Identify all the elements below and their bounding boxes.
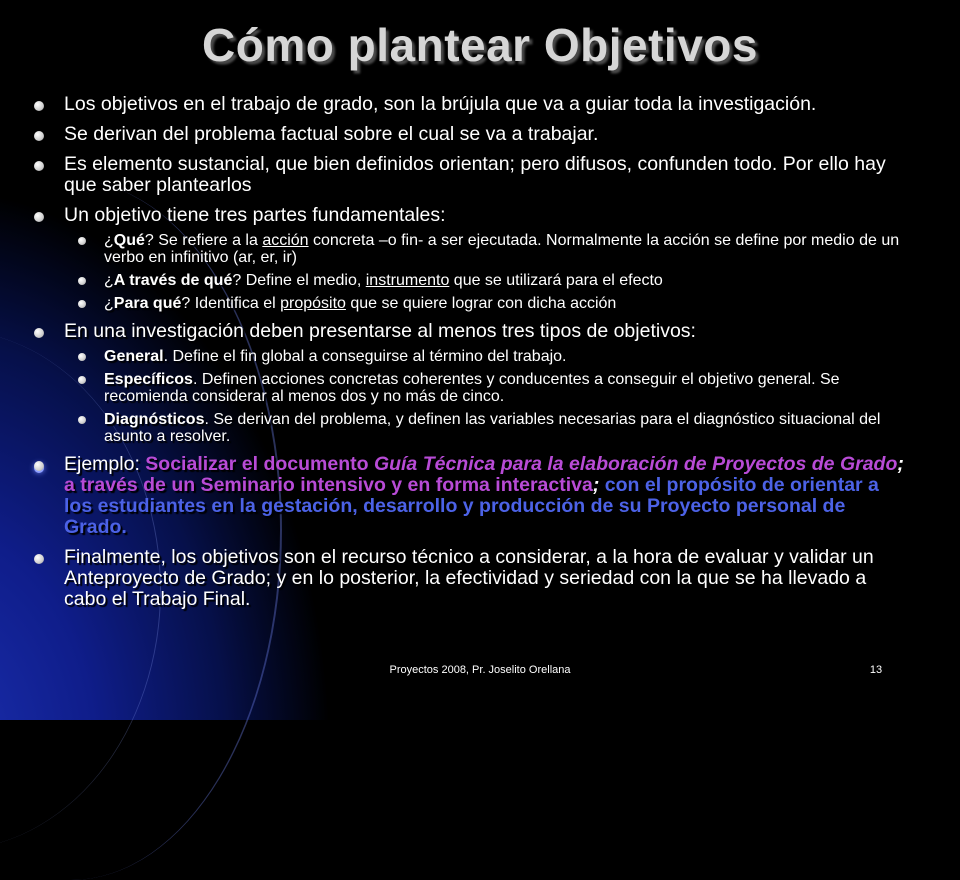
text: ? Define el medio,	[232, 272, 366, 289]
bullet-text: Un objetivo tiene tres partes fundamentales:	[64, 204, 446, 226]
text-open-q: ¿	[104, 272, 114, 289]
text-open-q: ¿	[104, 232, 114, 249]
keyword: General	[104, 348, 164, 365]
separator: ;	[592, 474, 600, 496]
text: que se quiere lograr con dicha acción	[345, 295, 617, 312]
sub-bullet-diagnosticos	[64, 411, 910, 445]
sub-bullet-especificos	[64, 371, 910, 405]
slide-body	[30, 94, 910, 619]
text: ? Identifica el	[181, 295, 281, 312]
text: . Define el fin global a conseguirse al término del trabajo.	[163, 348, 567, 365]
highlight-magenta-italic: Guía Técnica para la elaboración de Proyectos de Grado	[373, 453, 898, 475]
bullet-text: Se derivan del problema factual sobre el cual se va a trabajar.	[64, 123, 599, 145]
bullet-elemento-sustancial	[30, 154, 910, 196]
slide-title: Cómo plantear Objetivos	[202, 19, 758, 71]
text-open-q: ¿	[104, 295, 114, 312]
bullet-finalmente	[30, 547, 910, 610]
keyword: Para qué	[113, 295, 182, 312]
text: . Se derivan del problema, y definen las variables necesarias para el diagnóstico situacional del asunto a resolver.	[104, 411, 881, 445]
underlined-term: propósito	[280, 295, 346, 312]
bullet-derivan-problema	[30, 124, 910, 145]
underlined-term: acción	[262, 232, 309, 249]
text: Ejemplo:	[64, 453, 146, 475]
keyword: Específicos	[104, 371, 193, 388]
sub-bullet-que	[64, 232, 910, 266]
bullet-text: En una investigación deben presentarse al menos tres tipos de objetivos:	[64, 320, 696, 342]
bullet-text: Es elemento sustancial, que bien definidos orientan; pero difusos, confunden todo. Por ello hay que saber plantearlos	[64, 153, 886, 196]
highlight-magenta: Socializar el documento	[145, 453, 374, 475]
separator: ;	[897, 453, 904, 475]
bullet-list	[30, 94, 910, 610]
keyword: A través de qué	[113, 272, 233, 289]
keyword: Qué	[113, 232, 145, 249]
sub-bullet-general	[64, 348, 910, 365]
bullet-objetivos-brujula	[30, 94, 910, 115]
bullet-tipos-objetivos	[30, 321, 910, 445]
sub-list-tipos	[64, 348, 910, 445]
page-number: 13	[869, 664, 883, 676]
text: ? Se refiere a la	[144, 232, 263, 249]
highlight-magenta: a través de un Seminario intensivo y en forma interactiva	[64, 474, 593, 496]
bullet-ejemplo	[30, 454, 910, 538]
sub-list-partes	[64, 232, 910, 312]
bullet-text: Finalmente, los objetivos son el recurso técnico a considerar, a la hora de evaluar y validar un Anteproyecto de Grado; y en lo posterior, la efectividad y seriedad con la que se ha llevado a cabo el Trabajo Final.	[64, 546, 874, 610]
sub-bullet-a-traves-de-que	[64, 272, 910, 289]
highlight-blue: con el propósito de orientar a los estudiantes en la gestación, desarrollo y producción de su Proyecto personal de Grado.	[64, 474, 879, 538]
keyword: Diagnósticos	[104, 411, 205, 428]
bullet-tres-partes	[30, 205, 910, 312]
footer-text: Proyectos 2008, Pr. Joselito Orellana	[389, 664, 571, 676]
underlined-term: instrumento	[365, 272, 450, 289]
text: . Definen acciones concretas coherentes y conducentes a conseguir el objetivo general. Se recomienda considerar al menos dos y no más de cinco.	[104, 371, 840, 405]
text: concreta –o fin- a ser ejecutada. Normalmente la acción se define por medio de un verbo en infinitivo (ar, er, ir)	[104, 232, 900, 266]
sub-bullet-para-que	[64, 295, 910, 312]
bullet-text: Los objetivos en el trabajo de grado, son la brújula que va a guiar toda la investigación.	[64, 93, 817, 115]
text: que se utilizará para el efecto	[449, 272, 663, 289]
